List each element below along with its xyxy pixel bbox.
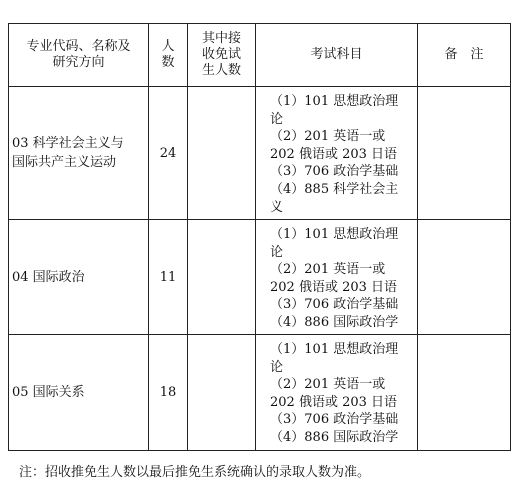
header-remarks: 备 注 (418, 24, 511, 87)
count-cell: 18 (149, 335, 188, 451)
subject-item: （2）201 英语一或 202 俄语或 203 日语 (270, 129, 398, 162)
major-line: 国际共产主义运动 (12, 155, 117, 170)
header-exempt-line: 其中接 (201, 31, 241, 46)
table-row (9, 335, 511, 451)
count-cell: 24 (149, 87, 188, 220)
subject-item: （3）706 政治学基础 (270, 412, 399, 428)
subject-item: （3）706 政治学基础 (270, 164, 399, 180)
subject-item: （4）885 科学社会主义 (270, 181, 399, 215)
remarks-cell (418, 335, 511, 451)
subject-item: （1）101 思想政治理论 (270, 342, 399, 375)
header-exempt-line: 收免试 (201, 47, 241, 62)
table-row (9, 220, 511, 335)
subject-item: （1）101 思想政治理论 (270, 94, 399, 127)
subject-item: （4）886 国际政治学 (270, 429, 399, 445)
subjects-cell (256, 335, 418, 451)
exempt-cell (188, 220, 256, 335)
exempt-cell (188, 87, 256, 220)
header-count-line: 数 (161, 55, 175, 70)
major-line: 05 国际关系 (12, 385, 85, 400)
header-count (149, 24, 188, 87)
subjects-cell (256, 87, 418, 220)
table-header-row (9, 24, 511, 87)
header-exempt-line: 生人数 (201, 63, 241, 78)
subject-item: （2）201 英语一或 202 俄语或 203 日语 (270, 262, 398, 295)
subjects-cell (256, 220, 418, 335)
subject-item: （3）706 政治学基础 (270, 297, 399, 313)
subject-item: （4）886 国际政治学 (270, 314, 399, 330)
count-cell: 11 (149, 220, 188, 335)
table-row (9, 87, 511, 220)
major-cell (9, 335, 149, 451)
subject-item: （1）101 思想政治理论 (270, 227, 399, 260)
major-line: 04 国际政治 (12, 269, 85, 285)
header-exempt (188, 24, 256, 87)
remarks-cell (418, 87, 511, 220)
admissions-table (8, 23, 511, 451)
major-cell (9, 220, 149, 335)
header-major-line: 专业代码、名称及 (26, 39, 131, 54)
header-count-line: 人 (161, 39, 175, 54)
major-line: 03 科学社会主义与 (12, 136, 124, 151)
subject-item: （2）201 英语一或 202 俄语或 203 日语 (270, 377, 398, 410)
major-cell (9, 87, 149, 220)
header-major (9, 24, 149, 87)
footnote: 注：招收推免生人数以最后推免生系统确认的录取人数为准。 (19, 465, 371, 480)
remarks-cell (418, 220, 511, 335)
header-major-line: 研究方向 (52, 55, 105, 70)
exempt-cell (188, 335, 256, 451)
header-subjects: 考试科目 (256, 24, 418, 87)
